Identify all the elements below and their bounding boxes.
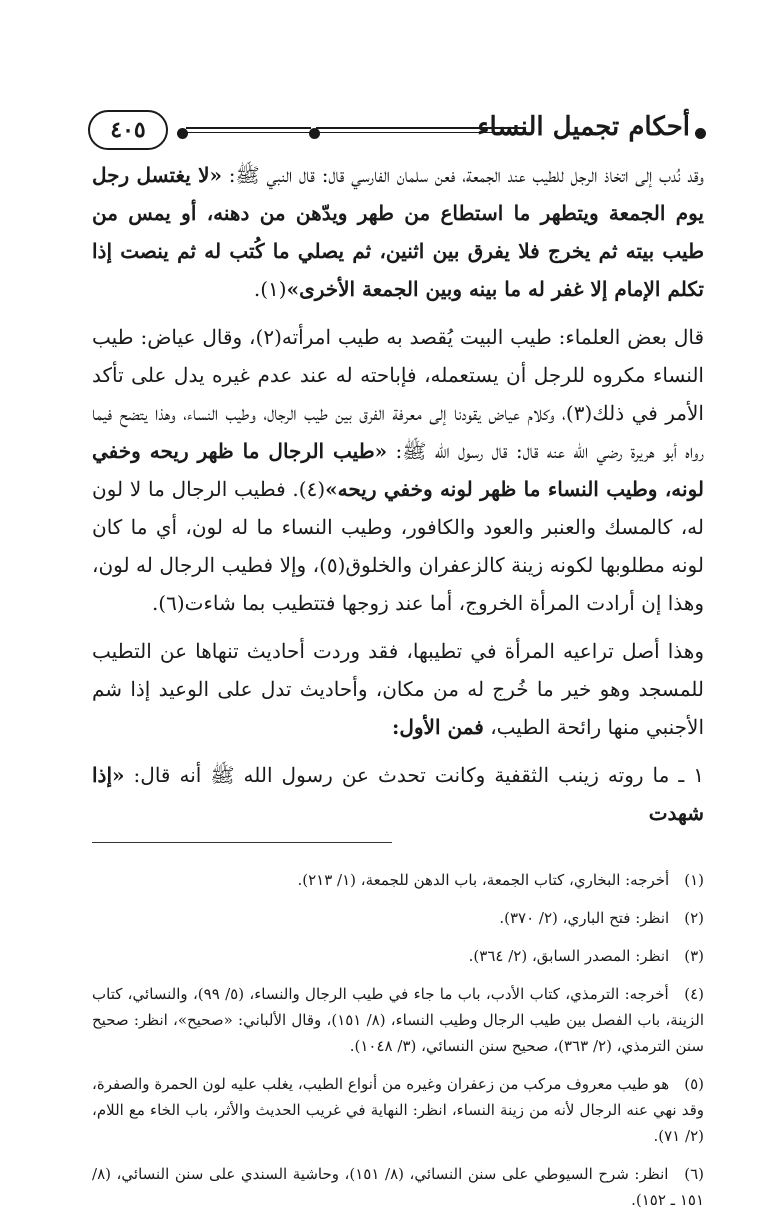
- header-rule: [186, 127, 311, 133]
- footnote: [92, 905, 704, 931]
- paragraph-text: قال بعض العلماء: طيب البيت يُقصد به طيب امرأته(٢)، وقال عياض: طيب النساء مكروه للرجل أن يستعمله، فإباحته له عند عدم غيره يدل على تأكد الأمر في ذلك(٣)، وكلام عياض يقودنا إلى معرفة الفرق بين طيب الرجال، وطيب النساء، وهذا يتضح فيما رواه أبو هريرة رضي الله عنه قال: قال رسول الله ﷺ:: [92, 325, 705, 463]
- footnote: [92, 981, 704, 1059]
- footnote: [92, 1071, 704, 1149]
- header-rule: [316, 127, 526, 133]
- paragraph-text: وهذا أصل تراعيه المرأة في تطيبها، فقد وردت أحاديث تنهاها عن التطيب للمسجد وهو خير ما خُرج له من مكان، وأحاديث تدل على الوعيد إذا شم الأجنبي منها رائحة الطيب،: [92, 639, 704, 739]
- paragraph: [92, 318, 704, 622]
- paragraph: [92, 632, 704, 746]
- running-header: [92, 108, 704, 156]
- hadith-text: «لا يغتسل رجل يوم الجمعة ويتطهر ما استطاع من طهر ويدّهن من دهنه، أو يمس من طيب بيته ثم يخرج فلا يفرق بين اثنين، ثم يصلي ما كُتب له ثم ينصت إذا تكلم الإمام إلا غفر له ما بينه وبين الجمعة الأخرى»: [92, 163, 704, 301]
- page-number: ٤٠٥: [88, 110, 168, 150]
- footnote: [92, 943, 704, 969]
- paragraph: [92, 156, 704, 308]
- hadith-text: «طيب الرجال ما ظهر ريحه وخفي لونه، وطيب النساء ما ظهر لونه وخفي ريحه»: [92, 439, 704, 501]
- footnote-number: (٤): [684, 985, 704, 1003]
- footnote-text: أخرجه: البخاري، كتاب الجمعة، باب الدهن للجمعة، (١/ ٢١٣).: [297, 871, 670, 889]
- footnote-text: انظر: شرح السيوطي على سنن النسائي، (٨/ ١٥١)، وحاشية السندي على سنن النسائي، (٨/ ١٥١ ـ ١٥٢).: [92, 1165, 704, 1209]
- footnote-text: أخرجه: الترمذي، كتاب الأدب، باب ما جاء في طيب الرجال والنساء، (٥/ ٩٩)، والنسائي، كتاب الزينة، باب الفصل بين طيب الرجال وطيب النساء، (٨/ ١٥١)، وقال الألباني: «صحيح»، انظر: صحيح سنن الترمذي، (٢/ ٣٦٣)، صحيح سنن النسائي، (٣/ ١٠٤٨).: [92, 985, 704, 1055]
- paragraph-text: وقد نُدب إلى اتخاذ الرجل للطيب عند الجمعة، فعن سلمان الفارسي قال: قال النبي ﷺ:: [222, 163, 704, 187]
- header-dot-icon: [695, 128, 706, 139]
- footnote-number: (٢): [684, 909, 704, 927]
- footnotes: [92, 867, 704, 1213]
- book-page: [92, 108, 704, 1225]
- footnote-number: (٦): [684, 1165, 704, 1183]
- footnote-number: (٥): [684, 1075, 704, 1093]
- footnote: [92, 867, 704, 893]
- book-title: أحكام تجميل النساء: [477, 112, 690, 142]
- footnote-text: هو طيب معروف مركب من زعفران وغيره من أنواع الطيب، يغلب عليه لون الحمرة والصفرة، وقد نهي عنه الرجال لأنه من زينة النساء، انظر: النهاية في غريب الحديث والأثر، باب الخاء مع اللام، (٢/ ٧١).: [92, 1075, 704, 1145]
- header-dot-icon: [177, 128, 188, 139]
- hadith-text: «إذا شهدت: [92, 763, 704, 825]
- paragraph-text: (١).: [253, 277, 287, 301]
- paragraph-text: (٤). فطيب الرجال ما لا لون له، كالمسك والعنبر والعود والكافور، وطيب النساء ما له لون، أي ما كان لونه مطلوبها لكونه زينة كالزعفران والخلوق(٥)، وإلا فطيب الرجال له لون، وهذا إن أرادت المرأة الخروج، أما عند زوجها فتتطيب بما شاءت(٦).: [92, 477, 704, 615]
- paragraph: [92, 756, 704, 832]
- paragraph-text: ١ ـ ما روته زينب الثقفية وكانت تحدث عن رسول الله ﷺ أنه قال:: [124, 763, 704, 787]
- footnote-text: انظر: فتح الباري، (٢/ ٣٧٠).: [499, 909, 670, 927]
- footnote-separator: [92, 842, 392, 843]
- footnote: [92, 1161, 704, 1213]
- footnote-text: انظر: المصدر السابق، (٢/ ٣٦٤).: [468, 947, 670, 965]
- footnote-number: (٣): [684, 947, 704, 965]
- section-label: فمن الأول:: [391, 715, 484, 739]
- footnote-number: (١): [684, 871, 704, 889]
- main-text: [92, 156, 704, 832]
